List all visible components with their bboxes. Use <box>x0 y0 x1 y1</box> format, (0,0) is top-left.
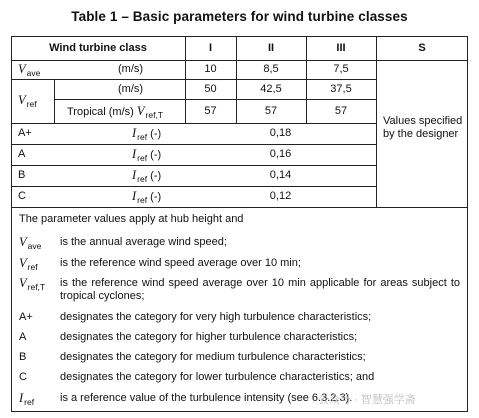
class-label: B <box>18 169 26 181</box>
iref-value: 0,14 <box>269 169 292 181</box>
vref-III: 37,5 <box>330 83 352 95</box>
rule <box>11 144 377 145</box>
iref-value: 0,16 <box>269 148 292 160</box>
iref-symbol: $I_{ref}$ (-) <box>132 126 162 142</box>
vref-symbol: $V_{ref}$ <box>18 93 37 109</box>
s-class-note: Values specified by the designer <box>383 115 463 140</box>
note-symbol: $V_{ref}$ <box>19 256 38 272</box>
vref-tropical-label: Tropical (m/s) $V_{ref,T}$ <box>67 104 164 120</box>
vave-II: 8,5 <box>263 63 279 75</box>
note-text: designates the category for lower turbulence characteristics; and <box>60 371 375 383</box>
class-label: A <box>18 148 26 160</box>
header-class-S: S <box>418 42 426 54</box>
rule <box>11 165 377 166</box>
iref-value: 0,12 <box>269 190 292 202</box>
vref-t-II: 57 <box>264 105 278 117</box>
class-label: A+ <box>18 127 32 139</box>
note-symbol: $V_{ref,T}$ <box>19 276 46 292</box>
header-class-III: III <box>336 42 346 54</box>
note-text: is the reference wind speed average over 10 min applicable for areas subject to tropical cyclones; <box>60 277 460 302</box>
rule <box>11 207 468 208</box>
iref-symbol: $I_{ref}$ (-) <box>132 168 162 184</box>
iref-symbol: $I_{ref}$ (-) <box>132 147 162 163</box>
rule <box>11 123 377 124</box>
rule <box>376 36 377 207</box>
rule <box>11 79 377 80</box>
watermark: 公众号 · 智慧强学斋 <box>318 394 416 406</box>
vave-I: 10 <box>204 63 217 75</box>
vref-t-III: 57 <box>334 105 348 117</box>
note-label: A+ <box>19 311 33 323</box>
vref-I: 50 <box>204 83 217 95</box>
rule <box>11 60 468 61</box>
note-label: B <box>19 351 27 363</box>
note-text: is the annual average wind speed; <box>60 236 227 248</box>
vref-unit: (m/s) <box>118 83 144 95</box>
header-class-I: I <box>208 42 213 54</box>
note-label: C <box>19 371 27 383</box>
note-text: designates the category for very high turbulence characteristics; <box>60 311 372 323</box>
vref-II: 42,5 <box>260 83 282 95</box>
rule <box>54 79 55 124</box>
note-symbol: $I_{ref}$ <box>19 391 35 407</box>
note-symbol: $V_{ave}$ <box>19 235 42 251</box>
note-label: A <box>19 331 27 343</box>
note-text: designates the category for medium turbulence characteristics; <box>60 351 366 363</box>
note-text: is a reference value of the turbulence intensity (see 6.3.2.3). <box>60 392 353 404</box>
vave-III: 7,5 <box>333 63 349 75</box>
header-class-II: II <box>267 42 275 54</box>
class-label: C <box>18 190 26 202</box>
iref-symbol: $I_{ref}$ (-) <box>132 189 162 205</box>
vave-unit: (m/s) <box>118 63 144 75</box>
iref-value: 0,18 <box>269 127 292 139</box>
header-class: Wind turbine class <box>49 42 147 54</box>
note-text: is the reference wind speed average over 10 min; <box>60 257 301 269</box>
notes-intro: The parameter values apply at hub height and <box>19 213 244 225</box>
rule <box>54 99 377 100</box>
rule <box>11 186 377 187</box>
table-title: Table 1 – Basic parameters for wind turbine classes <box>71 9 408 24</box>
note-text: designates the category for higher turbulence characteristics; <box>60 331 358 343</box>
vref-t-I: 57 <box>204 105 217 117</box>
vave-symbol: $V_{ave}$ <box>18 62 41 78</box>
